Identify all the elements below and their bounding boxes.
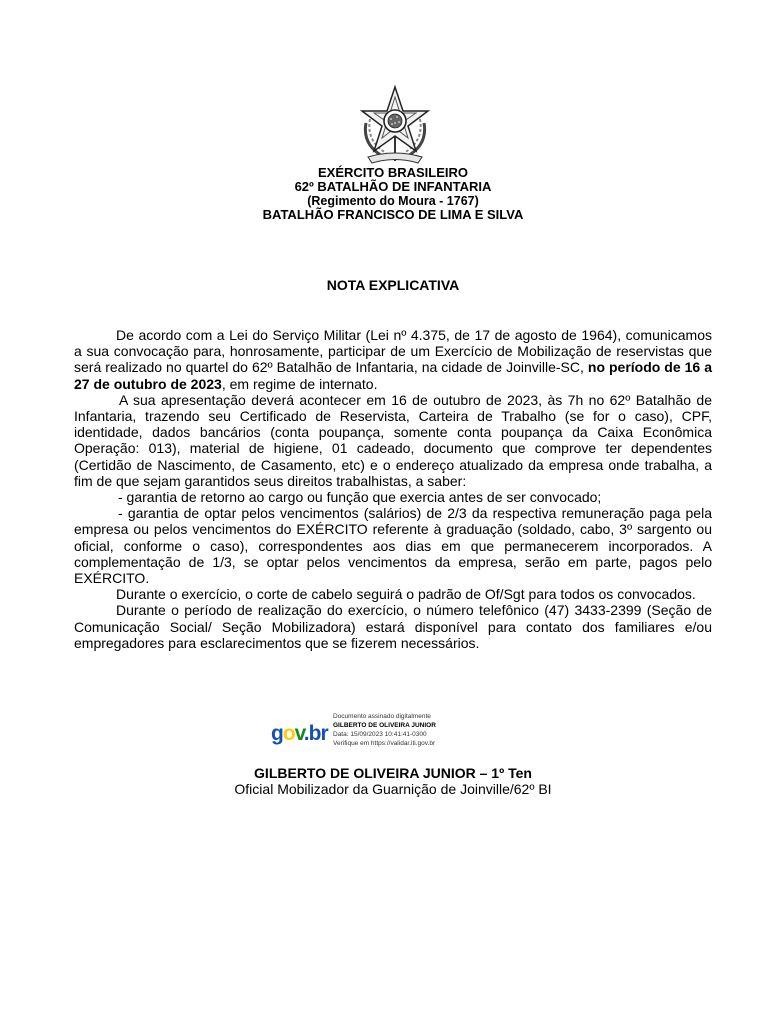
exercise-period-highlight: no período de 16 a 27 de outubro de 2023 <box>74 359 712 392</box>
document-body <box>74 327 712 651</box>
signature-caption: Documento assinado digitalmente <box>333 713 431 720</box>
header-line-battalion-name: BATALHÃO FRANCISCO DE LIMA E SILVA <box>262 207 524 222</box>
institution-header <box>0 166 768 222</box>
paragraph-convocation-text: De acordo com a Lei do Serviço Militar (Lei nº 4.375, de 17 de agosto de 1964), comunicamos a sua convocação para, honrosamente, participar de um Exercício de Mobilização de reservistas que será realizado no quartel do 62º Batalhão de Infantaria, na cidade de Joinville-SC, <box>74 327 712 376</box>
paragraph-convocation <box>74 327 712 392</box>
header-line-regiment: (Regimento do Moura - 1767) <box>307 194 479 208</box>
brazil-coat-of-arms-icon <box>356 83 434 165</box>
header-line-army: EXÉRCITO BRASILEIRO <box>317 165 468 180</box>
signer-block <box>0 765 768 797</box>
header-line-battalion: 62º BATALHÃO DE INFANTARIA <box>294 179 492 194</box>
paragraph-contact: Durante o período de realização do exercício, o número telefônico (47) 3433-2399 (Seção de Comunicação Social/ Seção Mobilizadora) estará disponível para contato dos familiares e/ou empregadores para esclarecimentos que se fizerem necessários. <box>74 602 712 651</box>
paragraph-haircut: Durante o exercício, o corte de cabelo seguirá o padrão de Of/Sgt para todos os convocados. <box>116 586 696 603</box>
document-title: NOTA EXPLICATIVA <box>326 277 460 293</box>
govbr-logo: gov.br <box>271 722 328 745</box>
signature-details <box>333 712 436 748</box>
signature-signer-name: GILBERTO DE OLIVEIRA JUNIOR <box>333 722 436 729</box>
list-item-job-guarantee: - garantia de retorno ao cargo ou função que exercia antes de ser convocado; <box>118 489 602 506</box>
list-item-salary-option: - garantia de optar pelos vencimentos (salários) de 2/3 da respectiva remuneração paga pela empresa ou pelos vencimentos do EXÉRCITO referente à graduação (soldado, cabo, 3º sargento ou oficial, conforme o caso), correspondentes aos dias em que permanecerem incorporados. A complementação de 1/3, se optar pelos vencimentos da empresa, serão em parte, pagos pelo EXÉRCITO. <box>74 505 712 587</box>
signer-name: GILBERTO DE OLIVEIRA JUNIOR – 1º Ten <box>254 765 532 781</box>
paragraph-presentation: A sua apresentação deverá acontecer em 16 de outubro de 2023, às 7h no 62º Batalhão de Infantaria, trazendo seu Certificado de Reservista, Carteira de Trabalho (se for o caso), CPF, identidade, dados bancários (conta poupança, somente conta poupança da Caixa Econômica Operação: 013), material de higiene, 01 cadeado, documento que comprove ter dependentes (Certidão de Nascimento, de Casamento, etc) e o endereço atualizado da empresa onde trabalha, a fim de que sejam garantidos seus direitos trabalhistas, a saber: <box>74 391 712 489</box>
signature-date: Data: 15/09/2023 10:41:41-0300 <box>333 731 427 738</box>
paragraph-convocation-end: , em regime de internato. <box>221 375 378 392</box>
digital-signature-stamp <box>271 712 471 754</box>
signer-role: Oficial Mobilizador da Guarnição de Joinville/62º BI <box>234 781 552 797</box>
signature-verify-link: Verifique em https://validar.iti.gov.br <box>333 740 436 747</box>
